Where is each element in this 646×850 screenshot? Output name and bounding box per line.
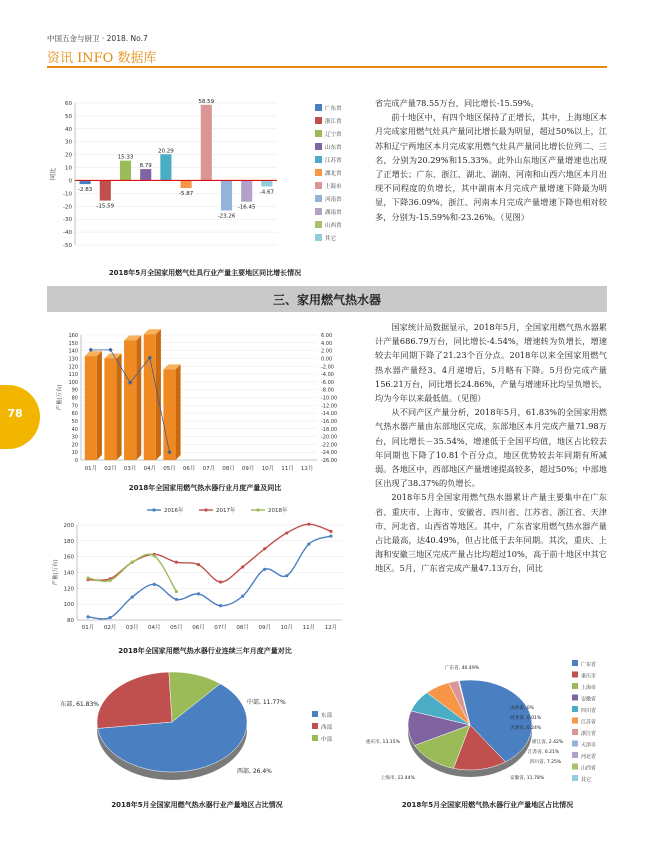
series-point	[131, 561, 134, 564]
data-label: 中部, 11.77%	[247, 699, 286, 706]
y-axis-label: 同比	[50, 167, 57, 181]
series-point	[263, 568, 266, 571]
series-point	[153, 554, 156, 557]
pie-slice	[97, 672, 172, 728]
y2-tick-label: -24.00	[321, 450, 338, 457]
chart-province-share-pie	[360, 655, 610, 790]
x-tick-label: 10月	[261, 466, 275, 472]
legend-label: 其它	[325, 236, 337, 242]
series-point	[329, 534, 332, 537]
series-line	[88, 524, 331, 582]
data-label: 浙江省, 2.42%	[532, 740, 564, 745]
y-tick-label: 80	[71, 395, 78, 402]
legend-label: 安徽省	[581, 696, 597, 703]
legend-swatch	[572, 706, 578, 712]
series-point	[241, 565, 244, 568]
y2-tick-label: -6.00	[321, 379, 334, 386]
y-tick-label: 10	[65, 165, 72, 172]
y-tick-label: 180	[63, 538, 74, 545]
y-tick-label: 200	[63, 523, 74, 529]
y2-tick-label: -14.00	[321, 411, 338, 418]
y-tick-label: -40	[63, 230, 72, 237]
y-tick-label: 0	[74, 458, 78, 464]
y2-tick-label: -18.00	[321, 426, 338, 433]
series-point	[109, 579, 112, 582]
y2-tick-label: -12.00	[321, 403, 338, 410]
y2-tick-label: 2.00	[321, 348, 333, 355]
y-tick-label: -10	[63, 191, 72, 198]
y2-tick-label: -10.00	[321, 395, 338, 402]
data-label: -15.59	[96, 203, 115, 210]
data-label: 重庆市, 13.15%	[365, 740, 400, 745]
data-label: -23.26	[217, 213, 236, 220]
data-label: 西部, 26.4%	[237, 768, 272, 775]
legend-marker	[204, 508, 207, 511]
legend-swatch	[572, 683, 578, 689]
y-axis-label: 产量(万台)	[53, 559, 59, 586]
legend-label: 河南省	[325, 197, 342, 203]
chart3-caption: 2018年全国家用燃气热水器行业连续三年月度产量对比	[118, 647, 292, 655]
bar	[144, 334, 156, 460]
bar	[140, 169, 151, 180]
y-tick-label: -50	[63, 243, 72, 249]
x-tick-label: 12月	[324, 625, 338, 631]
y2-tick-label: -8.00	[321, 387, 334, 394]
y-tick-label: 160	[68, 333, 78, 339]
series-point	[109, 616, 112, 619]
data-label: 8.79	[139, 163, 152, 170]
legend-swatch	[315, 156, 322, 163]
data-label: 江苏省, 6.21%	[528, 750, 560, 755]
bar	[160, 154, 171, 180]
legend-swatch	[315, 104, 322, 111]
series-point	[175, 598, 178, 601]
y-tick-label: -20	[63, 204, 72, 211]
x-tick-label: 01月	[81, 625, 95, 631]
data-label: 天津市, 0.24%	[510, 726, 542, 731]
bar	[201, 105, 212, 181]
y-tick-label: 10	[71, 450, 78, 457]
legend-swatch	[312, 711, 318, 717]
y-tick-label: 50	[71, 418, 78, 425]
y-tick-label: 150	[68, 340, 78, 347]
legend-label: 江苏省	[325, 158, 342, 164]
bar	[104, 358, 116, 460]
y-tick-label: 60	[65, 101, 72, 107]
legend-swatch	[572, 775, 578, 781]
x-tick-label: 06月	[192, 625, 205, 631]
series-point	[175, 561, 178, 564]
bar-side	[97, 351, 102, 460]
paragraph: 从不同产区产量分析，2018年5月，61.83%的全国家用燃气热水器产量由东部地区完成，东部地区本月完成产量71.98万台，同比增长－35.54%，增速低于全国平均值，地区占比较去年同期也下降了10.81个百分点，地区优势较去年同期有所减弱。各地区中，西部地区产量增速提高较多，超过50%；中部地区出现了38.37%的负增长。	[375, 407, 607, 489]
legend-swatch	[572, 672, 578, 678]
legend-label: 上海市	[581, 685, 597, 691]
x-tick-label: 05月	[163, 466, 176, 472]
y2-tick-label: -22.00	[321, 442, 338, 449]
y-tick-label: 100	[63, 602, 74, 609]
x-tick-label: 07月	[202, 466, 216, 472]
chart2-caption: 2018年全国家用燃气热水器行业月度产量及同比	[128, 484, 282, 492]
data-label: 20.29	[158, 148, 174, 155]
chart4-caption: 2018年5月全国家用燃气热水器行业产量地区占比情况	[111, 801, 283, 809]
data-label: 安徽省, 11.78%	[510, 776, 545, 781]
legend-label: 湖南省	[325, 210, 342, 216]
x-tick-label: 03月	[125, 625, 139, 631]
x-tick-label: 08月	[222, 466, 235, 472]
x-tick-label: 02月	[103, 625, 117, 631]
y-tick-label: 60	[71, 411, 78, 418]
y-tick-label: 100	[68, 379, 78, 386]
y-tick-label: 120	[63, 586, 74, 593]
bar	[181, 180, 192, 188]
data-label: 上海市, 12.44%	[380, 776, 415, 781]
legend-swatch	[572, 764, 578, 770]
series-point	[285, 531, 288, 534]
bar	[100, 180, 111, 200]
chart-regional-growth	[47, 95, 367, 265]
x-tick-label: 07月	[214, 625, 227, 631]
x-tick-label: 05月	[170, 625, 183, 631]
text-block-main	[375, 320, 607, 576]
legend-swatch	[572, 660, 578, 666]
y2-tick-label: -20.00	[321, 434, 338, 441]
legend-swatch	[315, 130, 322, 137]
legend-label: 浙江省	[325, 119, 342, 125]
bar-side	[136, 335, 141, 460]
bar-side	[117, 353, 122, 460]
journal-header: 中国五金与厨卫 · 2018. No.7	[47, 34, 148, 43]
series-point	[175, 590, 178, 593]
series-point	[329, 530, 332, 533]
y2-tick-label: -16.00	[321, 418, 338, 425]
x-tick-label: 11月	[281, 466, 294, 472]
x-tick-label: 09月	[241, 466, 255, 472]
data-label: 四川省, 7.25%	[530, 760, 562, 765]
legend-label: 湖北省	[325, 171, 342, 177]
data-label: 广东省, 40.49%	[444, 666, 480, 671]
bar	[120, 161, 131, 181]
paragraph: 前十地区中，有四个地区保持了正增长，其中，上海地区本月完成家用燃气灶具产量同比增长最为明显，超过50%以上，江苏和辽宁两地区本月完成家用燃气灶具产量同比增长位列二、三名，分别为20.29%和15.33%。此外山东地区产量增速也出现了正增长；广东、浙江、湖北、湖南、河南和山西六地区本月出现不同程度的负增长，其中湖南本月完成产量增速下降最为明显，下降36.09%，浙江、河南本月完成产量增速下降也相对较多，分别为-15.59%和-23.26%。（见图）	[375, 112, 607, 222]
legend-label: 辽宁省	[325, 132, 342, 138]
chart-three-year-comparison	[47, 500, 367, 645]
legend-swatch	[572, 695, 578, 701]
legend-swatch	[572, 741, 578, 747]
data-label: -5.87	[178, 191, 194, 198]
y2-tick-label: 6.00	[321, 333, 333, 339]
legend-label: 山西省	[325, 223, 342, 229]
y-tick-label: 90	[71, 387, 78, 394]
y-tick-label: 80	[67, 618, 74, 624]
series-point	[219, 604, 222, 607]
y-tick-label: 40	[71, 426, 78, 433]
y-tick-label: 110	[68, 372, 78, 379]
paragraph: 2018年5月全国家用燃气热水器累计产量主要集中在广东省、重庆市、上海市、安徽省、四川省、江苏省、浙江省、天津市、河北省、山西省等地区。其中，广东省家用燃气热水器产量占比最高，达40.49%，但占比低于去年同期。其次，重庆、上海和安徽三地区完成产量占比均超过10%，高于前十地区中其它地区。5月，广东省完成产量47.13万台，同比	[375, 492, 607, 574]
chart5-caption: 2018年5月全国家用燃气热水器行业产量地区占比情况	[401, 801, 574, 809]
series-point	[285, 574, 288, 577]
legend-marker	[256, 508, 259, 511]
data-label: -16.45	[237, 204, 256, 211]
data-label: 15.33	[117, 154, 134, 161]
bar-side	[156, 329, 161, 460]
legend-label: 广东省	[325, 106, 342, 112]
y-tick-label: 70	[71, 403, 78, 410]
legend-label: 其它	[581, 777, 592, 783]
x-tick-label: 01月	[84, 466, 98, 472]
page-number: 78	[7, 407, 23, 420]
x-tick-label: 08月	[236, 625, 249, 631]
legend-swatch	[572, 729, 578, 735]
paragraph: 国家统计局数据显示，2018年5月，全国家用燃气热水器累计产量686.79万台，同比增长-4.54%，增速转为负增长，增速较去年同期下降了21.23个百分点。2018年以来全国家用燃气热水器产量经3、4月递增后，5月略有下降。5月份完成产量156.21万台，同比增长24.86%，产量与增速环比均呈负增长，均为今年以来最低值。（见图）	[375, 322, 607, 404]
series-point	[197, 563, 200, 566]
y2-tick-label: -26.00	[321, 458, 338, 464]
series-point	[263, 547, 266, 550]
x-tick-label: 03月	[123, 466, 137, 472]
legend-swatch	[312, 735, 318, 741]
legend-label: 广东省	[581, 662, 597, 668]
section-header: 资讯 INFO 数据库	[47, 51, 157, 66]
chart1-caption: 2018年5月全国家用燃气灶具行业产量主要地区同比增长情况	[108, 269, 302, 277]
y-tick-label: 30	[71, 434, 78, 441]
bar	[241, 180, 252, 201]
legend-swatch	[312, 723, 318, 729]
legend-swatch	[315, 208, 322, 215]
bar	[261, 180, 272, 186]
y2-tick-label: 4.00	[321, 340, 333, 347]
series-point	[307, 542, 310, 545]
data-label: 58.59	[198, 98, 215, 105]
bar-side	[176, 364, 181, 460]
x-tick-label: 06月	[182, 466, 196, 472]
legend-swatch	[572, 718, 578, 724]
legend-label: 上海市	[325, 184, 342, 190]
bar	[221, 180, 232, 210]
series-point	[86, 576, 89, 579]
legend-label: 西部	[321, 725, 333, 731]
paragraph: 省完成产量78.55万台，同比增长-15.59%。	[375, 98, 539, 108]
bar	[124, 340, 136, 460]
yoy-point	[108, 348, 112, 352]
legend-label: 山东省	[325, 145, 342, 151]
legend-label: 东部	[321, 713, 333, 719]
y-tick-label: 0	[68, 178, 72, 185]
series-line	[88, 536, 331, 619]
legend-swatch	[315, 195, 322, 202]
series-point	[241, 595, 244, 598]
legend-label: 2016年	[164, 508, 184, 514]
legend-swatch	[315, 169, 322, 176]
x-tick-label: 04月	[143, 466, 157, 472]
x-tick-label: 12月	[300, 466, 314, 472]
legend-label: 中部	[321, 737, 333, 743]
legend-label: 重庆市	[581, 673, 597, 680]
legend-swatch	[315, 117, 322, 124]
data-label: 河北省, 0.01%	[510, 716, 542, 721]
legend-label: 天津市	[581, 742, 597, 749]
legend-marker	[152, 508, 155, 511]
chart-region-share-pie	[47, 660, 357, 790]
legend-label: 浙江省	[581, 731, 597, 737]
bar	[85, 356, 97, 460]
series-point	[131, 595, 134, 598]
legend-swatch	[315, 221, 322, 228]
y-tick-label: 30	[65, 139, 72, 146]
y-tick-label: -30	[63, 217, 72, 224]
legend-swatch	[572, 752, 578, 758]
series-line	[88, 554, 176, 591]
legend-label: 河北省	[581, 754, 597, 760]
text-block-top	[375, 96, 607, 224]
series-point	[197, 592, 200, 595]
y-tick-label: 50	[65, 113, 72, 120]
data-label: -4.67	[259, 189, 275, 196]
legend-label: 山西省	[581, 765, 597, 772]
bar	[163, 369, 175, 460]
y-axis-label: 产量(万台)	[57, 384, 63, 411]
y-tick-label: 40	[65, 126, 72, 133]
y-tick-label: 20	[65, 152, 72, 159]
series-point	[219, 580, 222, 583]
y-tick-label: 20	[71, 442, 78, 449]
x-tick-label: 02月	[104, 466, 117, 472]
series-point	[86, 615, 89, 618]
y-tick-label: 160	[63, 554, 74, 561]
y2-tick-label: -4.00	[321, 372, 334, 379]
y-tick-label: 140	[68, 348, 78, 355]
data-label: 山西省, 0%	[510, 706, 534, 711]
x-tick-label: 10月	[280, 625, 294, 631]
legend-swatch	[315, 182, 322, 189]
header-rule	[47, 66, 607, 68]
x-tick-label: 11月	[302, 625, 316, 631]
section-title: 三、家用燃气热水器	[272, 293, 381, 307]
y-tick-label: 130	[68, 356, 78, 363]
series-point	[153, 583, 156, 586]
legend-swatch	[315, 143, 322, 150]
y2-tick-label: -2.00	[321, 364, 334, 371]
y-tick-label: 120	[68, 364, 78, 371]
series-point	[307, 523, 310, 526]
data-label: 东部, 61.83%	[60, 701, 99, 708]
legend-label: 2017年	[216, 508, 236, 514]
legend-label: 2018年	[268, 508, 288, 514]
legend-swatch	[315, 234, 322, 241]
y2-tick-label: 0.00	[321, 356, 333, 363]
y-tick-label: 140	[63, 570, 74, 577]
chart-monthly-output	[47, 325, 367, 485]
x-tick-label: 04月	[148, 625, 161, 631]
x-tick-label: 09月	[258, 625, 271, 631]
legend-label: 江苏省	[581, 719, 597, 726]
legend-label: 四川省	[581, 708, 597, 714]
data-label: -2.83	[77, 187, 93, 194]
